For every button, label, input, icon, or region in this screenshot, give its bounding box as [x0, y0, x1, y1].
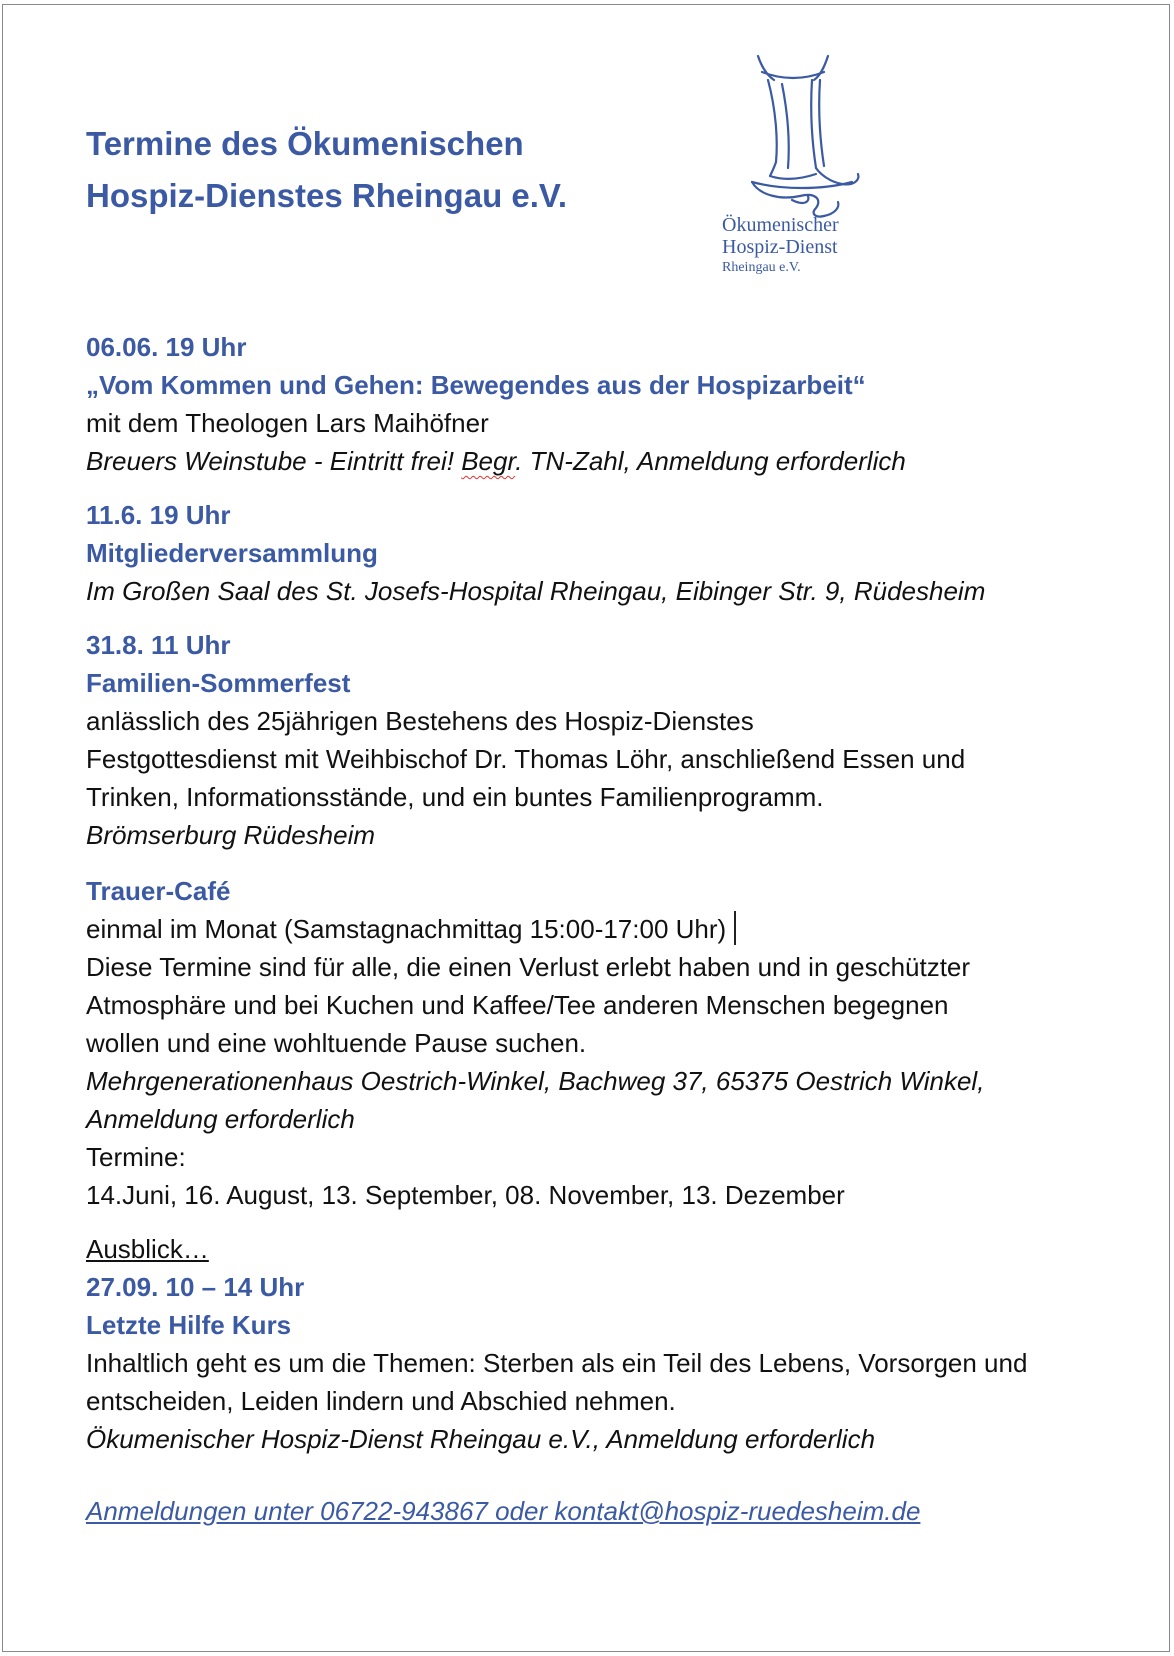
event-description: Inhaltlich geht es um die Themen: Sterben als ein Teil des Lebens, Vorsorgen und [86, 1348, 1028, 1378]
page-title [86, 118, 567, 222]
event-date: 31.8. 11 Uhr [86, 630, 231, 660]
event-description: Diese Termine sind für alle, die einen Verlust erlebt haben und in geschützter [86, 952, 971, 982]
event-1 [86, 328, 1126, 480]
outlook-label: Ausblick… [86, 1234, 209, 1264]
event-date: 06.06. 19 Uhr [86, 332, 247, 362]
logo-text [722, 214, 839, 278]
event-location-part: . TN-Zahl, Anmeldung erforderlich [515, 446, 906, 476]
event-location: Brömserburg Rüdesheim [86, 820, 376, 850]
event-location: Ökumenischer Hospiz-Dienst Rheingau e.V., Anmeldung erforderlich [86, 1424, 876, 1454]
event-description: entscheiden, Leiden lindern und Abschied nehmen. [86, 1386, 676, 1416]
event-description: anlässlich des 25jährigen Bestehens des Hospiz-Dienstes [86, 706, 754, 736]
event-location: Im Großen Saal des St. Josefs-Hospital Rheingau, Eibinger Str. 9, Rüdesheim [86, 576, 986, 606]
event-description: mit dem Theologen Lars Maihöfner [86, 408, 489, 438]
event-title: Letzte Hilfe Kurs [86, 1310, 292, 1340]
events-list [86, 328, 1126, 1530]
event-date: 11.6. 19 Uhr [86, 500, 231, 530]
spellcheck-word: Begr [461, 446, 516, 476]
title-line-1: Termine des Ökumenischen [86, 125, 524, 162]
event-schedule [86, 910, 1126, 948]
event-description: Festgottesdienst mit Weihbischof Dr. Thomas Löhr, anschließend Essen und [86, 744, 966, 774]
event-description: wollen und eine wohltuende Pause suchen. [86, 1028, 587, 1058]
event-location: Mehrgenerationenhaus Oestrich-Winkel, Bachweg 37, 65375 Oestrich Winkel, [86, 1066, 985, 1096]
outlook [86, 1230, 1126, 1458]
event-description: Trinken, Informationsstände, und ein buntes Familienprogramm. [86, 782, 824, 812]
event-location [86, 442, 1126, 480]
logo-line-2: Hospiz-Dienst [722, 236, 838, 258]
event-date: 27.09. 10 – 14 Uhr [86, 1272, 305, 1302]
logo-line-1: Ökumenischer [722, 214, 839, 236]
event-location-part: Breuers Weinstube - Eintritt frei! [86, 446, 462, 476]
dates-list: 14.Juni, 16. August, 13. September, 08. November, 13. Dezember [86, 1180, 845, 1210]
event-title: Familien-Sommerfest [86, 668, 351, 698]
event-description: Atmosphäre und bei Kuchen und Kaffee/Tee anderen Menschen begegnen [86, 990, 949, 1020]
dates-label: Termine: [86, 1142, 186, 1172]
event-location: Anmeldung erforderlich [86, 1104, 355, 1134]
event-title: Mitgliederversammlung [86, 538, 378, 568]
event-2 [86, 496, 1126, 610]
event-title: „Vom Kommen und Gehen: Bewegendes aus der Hospizarbeit“ [86, 370, 866, 400]
contact-link[interactable]: Anmeldungen unter 06722-943867 oder kontakt@hospiz-ruedesheim.de [86, 1496, 921, 1526]
logo-line-3: Rheingau e.V. [722, 260, 801, 275]
schedule-text: einmal im Monat (Samstagnachmittag 15:00-17:00 Uhr) [86, 914, 727, 944]
text-cursor [734, 911, 736, 945]
title-line-2: Hospiz-Dienstes Rheingau e.V. [86, 177, 568, 214]
event-3 [86, 626, 1126, 854]
trauer-cafe [86, 872, 1126, 1214]
event-title: Trauer-Café [86, 876, 231, 906]
